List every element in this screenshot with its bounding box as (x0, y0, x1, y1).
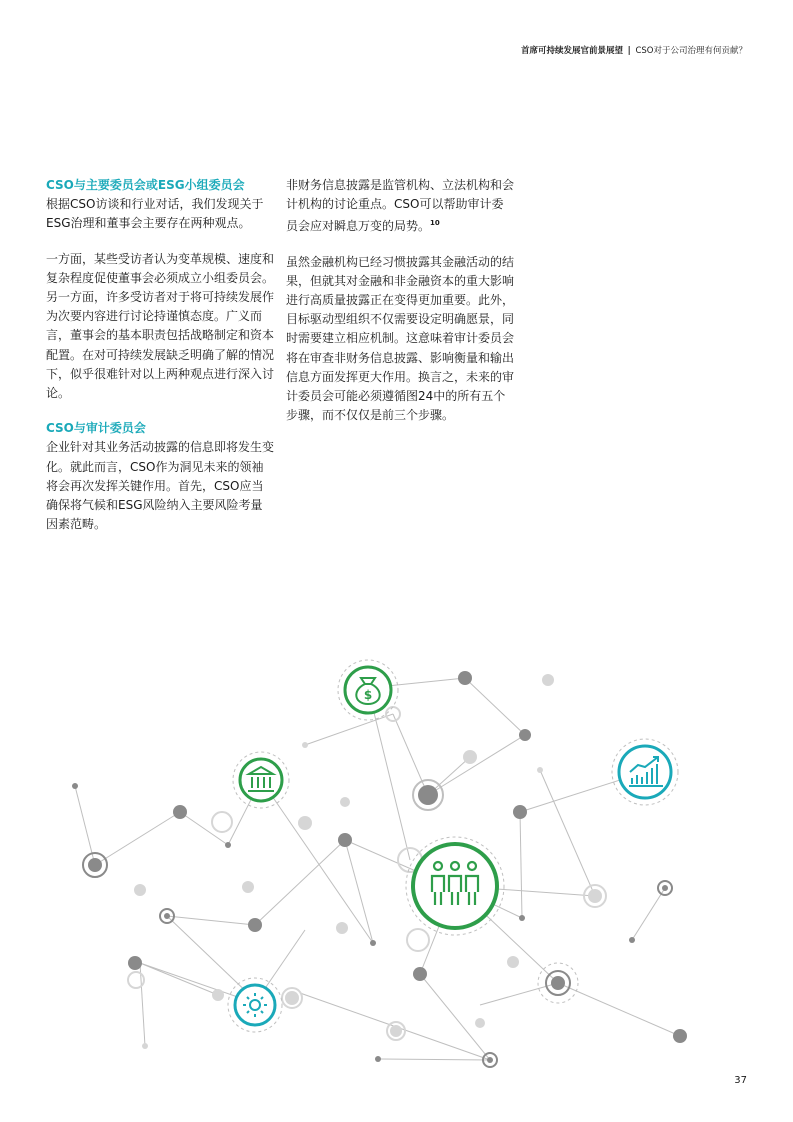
section-heading-cso-audit: CSO与审计委员会 (46, 421, 146, 436)
paragraph-nonfinancial-disclosure (286, 176, 514, 237)
network-illustration (0, 600, 793, 1080)
page-number: 37 (734, 1075, 747, 1086)
header-separator: | (627, 46, 631, 56)
running-header (521, 44, 747, 56)
left-column (46, 176, 274, 550)
sun-icon (228, 978, 282, 1032)
svg-text:$: $ (363, 688, 373, 702)
network-lines (75, 678, 680, 1060)
dark-ring-nodes (83, 780, 672, 1067)
header-subtitle: CSO对于公司治理有何贡献？ (635, 46, 747, 56)
paragraph-two-views: 根据CSO访谈和行业对话，我们发现关于ESG治理和董事会主要存在两种观点。 (46, 197, 264, 231)
light-nodes (134, 674, 602, 1049)
paragraph-audit-committee-role: 虽然金融机构已经习惯披露其金融活动的结果，但就其对金融和非金融资本的重大影响进行高质量披露正在变得更加重要。此外，目标驱动型组织不仅需要设定明确愿景，同时需要建立相应机制。这意味着审计委员会将在审查非财务信息披露、影响衡量和输出信息方面发挥更大作用。换言之，未来的审计委员会可能必须遵循图24中的所有五个步骤，而不仅仅是前三个步骤。 (286, 254, 515, 423)
paragraph-nonfinancial-text: 非财务信息披露是监管机构、立法机构和会计机构的讨论重点。CSO可以帮助审计委员会应对瞬息万变的局势。 (286, 178, 515, 234)
footnote-reference: 10 (430, 219, 440, 228)
bank-icon (233, 752, 289, 808)
paragraph-disclosure-change: 企业针对其业务活动披露的信息即将发生变化。就此而言，CSO作为洞见未来的领袖将会再次发挥关键作用。首先，CSO应当确保将气候和ESG风险纳入主要风险考量因素范畴。 (46, 440, 275, 532)
right-column (286, 176, 514, 441)
growth-chart-icon (612, 739, 678, 805)
section-heading-cso-committee: CSO与主要委员会或ESG小组委员会 (46, 178, 245, 192)
header-title: 首席可持续发展官前景展望 (520, 46, 623, 56)
paragraph-board-views: 一方面，某些受访者认为变革规模、速度和复杂程度促使董事会必须成立小组委员会。另一方面，许多受访者对于将可持续发展作为次要内容进行讨论持谨慎态度。广义而言，董事会的基本职责包括战略制定和资本配置。在对可持续发展缺乏明确了解的情况下，似乎很难针对以上两种观点进行深入讨论。 (46, 251, 275, 401)
people-icon (406, 837, 504, 935)
dark-nodes (72, 671, 687, 1062)
money-bag-icon (338, 660, 398, 720)
